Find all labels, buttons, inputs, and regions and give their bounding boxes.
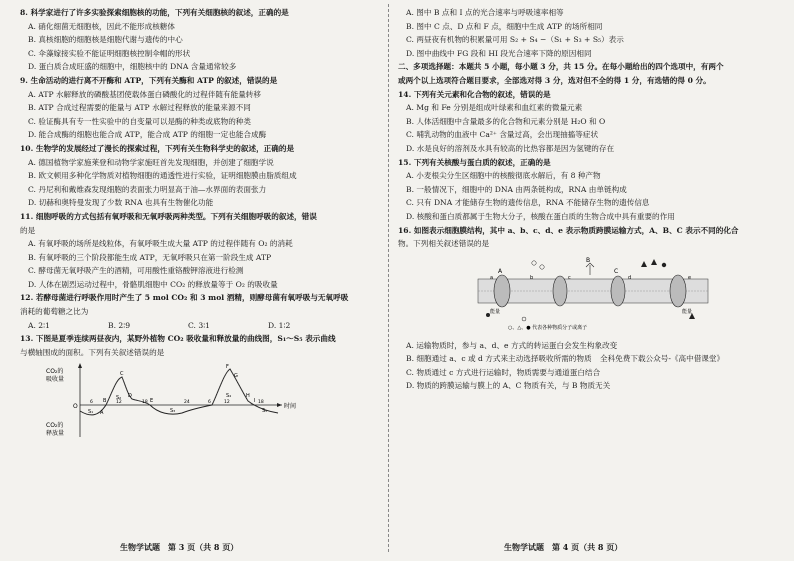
- q13-stem-cont: 与横轴围成的面积。下列有关叙述错误的是: [20, 347, 165, 357]
- page-3-footer: 生物学试题 第 3 页（共 8 页）: [120, 542, 239, 552]
- q15-option-b: B. 一般情况下，细胞中的 DNA 由两条链构成，RNA 由单链构成: [406, 184, 627, 194]
- q11-stem: 11. 细胞呼吸的方式包括有氧呼吸和无氧呼吸两种类型。下列有关细胞呼吸的叙述，错误: [20, 211, 317, 221]
- time-tick-3: 18: [142, 400, 148, 406]
- q10-option-a: A. 德国植物学家施莱登和动物学家施旺首先发现细胞，并创建了细胞学说: [28, 157, 274, 167]
- area-s3: S₃: [170, 408, 176, 415]
- page-divider: [388, 4, 389, 552]
- q12-stem-cont: 消耗的葡萄糖之比为: [20, 307, 89, 317]
- point-c: C: [120, 371, 124, 378]
- molecule-dot-icon: [662, 262, 666, 266]
- q16-option-d: D. 物质的跨膜运输与膜上的 A、C 物质有关，与 B 物质无关: [406, 381, 611, 391]
- molecule-circle-icon: [522, 317, 526, 321]
- q16-stem: 16. 如图表示细胞膜结构，其中 a、b、c、d、e 表示物质跨膜运输方式，A、B、C 表示不同的化合: [398, 225, 739, 235]
- q15-stem: 15. 下列有关核酸与蛋白质的叙述，正确的是: [398, 157, 551, 167]
- molecule-triangle-icon: [651, 259, 657, 265]
- q14-stem: 14. 下列有关元素和化合物的叙述，错误的是: [398, 89, 551, 99]
- q12-option-d: D. 1∶2: [268, 320, 291, 330]
- ylabel-top-2: 吸收量: [46, 376, 65, 384]
- origin-label: O: [73, 403, 78, 411]
- point-a: A: [100, 410, 104, 417]
- q9-option-a: A. ATP 水解释放的磷酸基团使载体蛋白磷酸化的过程伴随有能量转移: [28, 89, 261, 99]
- way-c-label: c: [568, 274, 571, 281]
- label-c-compound: C: [614, 267, 619, 275]
- membrane-legend: ○、△、● 代表各种物质分子或离子: [508, 324, 588, 331]
- q12-option-b: B. 2∶9: [108, 320, 131, 330]
- molecule-circle-icon: [532, 260, 536, 264]
- protein-c-channel: [611, 276, 625, 306]
- way-b-label: b: [530, 274, 534, 281]
- q15-option-d: D. 核酸和蛋白质都属于生物大分子，核酸在蛋白质的生物合成中具有重要的作用: [406, 211, 675, 221]
- protein-a: [494, 275, 510, 307]
- q13-option-b: B. 图中 C 点、D 点和 F 点，细胞中生成 ATP 的场所相同: [406, 21, 603, 31]
- time-tick-4: 24: [184, 400, 190, 406]
- q9-option-c: C. 验证酶具有专一性实验中的自变量可以是酶的种类或底物的种类: [28, 116, 251, 126]
- q10-stem: 10. 生物学的发展经过了漫长的探索过程，下列有关生物科学史的叙述，正确的是: [20, 143, 295, 153]
- membrane-diagram: [468, 253, 718, 333]
- q13-option-d: D. 图中曲线中 FG 段和 HI 段光合速率下降的原因相同: [406, 48, 592, 58]
- q9-option-d: D. 能合成酶的细胞也能合成 ATP，能合成 ATP 的细胞一定也能合成酶: [28, 130, 267, 140]
- q13-option-c: C. 两昼夜有机物的积累量可用 S₂ + S₄ −（S₁ + S₃ + S₅）表示: [406, 35, 624, 45]
- q10-option-c: C. 丹尼利和戴维森发现细胞的表面张力明显高于油—水界面的表面张力: [28, 184, 267, 194]
- area-s4-outline: [212, 369, 252, 405]
- q8-option-a: A. 硝化细菌无细胞核，因此不能形成核糖体: [28, 21, 175, 31]
- q15-option-a: A. 小麦根尖分生区细胞中的核酸彻底水解后，有 8 种产物: [406, 171, 601, 181]
- q16-option-b: [398, 352, 782, 366]
- q11-option-b: B. 有氧呼吸的三个阶段都能生成 ATP，无氧呼吸只在第一阶段生成 ATP: [28, 252, 272, 262]
- membrane-figure: [468, 253, 782, 337]
- protein-b-way: [553, 276, 567, 306]
- time-tick-1: 6: [90, 400, 93, 406]
- label-b-compound: B: [586, 256, 591, 264]
- area-s5: S₅: [262, 408, 268, 415]
- q12-options: [20, 319, 378, 333]
- point-f: F: [226, 364, 229, 371]
- area-s1: S₁: [88, 409, 94, 416]
- xlabel: 时间: [284, 403, 297, 411]
- q16-option-a: A. 运输物质时，参与 a、d、e 方式的转运蛋白会发生构象改变: [406, 340, 618, 350]
- protein-e: [670, 275, 686, 307]
- co2-curve-figure: [20, 361, 378, 445]
- q8-option-b: B. 真核细胞的细胞核是细胞代谢与遗传的中心: [28, 35, 183, 45]
- glycoprotein-b: [586, 263, 594, 275]
- q16-option-c: C. 物质通过 c 方式进行运输时，物质需要与通道蛋白结合: [406, 367, 601, 377]
- q15-option-c: C. 只有 DNA 才能储存生物的遗传信息，RNA 不能储存生物的遗传信息: [406, 198, 650, 208]
- q12-stem: 12. 若酵母菌进行呼吸作用时产生了 5 mol CO₂ 和 3 mol 酒精，则酵母菌有氧呼吸与无氧呼吸: [20, 293, 349, 303]
- molecule-circle-icon: [540, 264, 544, 268]
- q8-stem: 8. 科学家进行了许多实验探索细胞核的功能，下列有关细胞核的叙述，正确的是: [20, 8, 289, 17]
- q13-stem: 13. 下图是夏季连续两昼夜内，某野外植物 CO₂ 吸收量和释放量的曲线图，S₁～S₅ 表示曲线: [20, 334, 336, 344]
- y-axis-arrow-icon: [78, 363, 82, 368]
- ylabel-top-1: CO₂的: [46, 368, 64, 376]
- watermark-text: 全科免费下载公众号-《高中借课堂》: [600, 354, 725, 364]
- area-s2: S₂: [116, 395, 122, 402]
- x-axis-arrow-icon: [277, 403, 282, 407]
- q9-stem: 9. 生命活动的进行离不开酶和 ATP，下列有关酶和 ATP 的叙述，错误的是: [20, 75, 278, 85]
- q14-option-b: B. 人体活细胞中含量最多的化合物和元素分别是 H₂O 和 O: [406, 116, 606, 126]
- point-h: H: [246, 393, 250, 400]
- q11-option-d: D. 人体在剧烈运动过程中，骨骼肌细胞中 CO₂ 的释放量等于 O₂ 的吸收量: [28, 279, 278, 289]
- way-d-label: d: [628, 274, 632, 281]
- time-tick-2: 12: [116, 400, 122, 406]
- section-2-heading: 二、多项选择题：本题共 5 小题，每小题 3 分，共 15 分。在每小题给出的四个选项中，有两个: [398, 62, 724, 72]
- q10-option-b: B. 欧文顿用多种化学物质对植物细胞的通透性进行实验，证明细胞膜由脂质组成: [28, 171, 297, 181]
- time-tick-7: 18: [258, 400, 264, 406]
- q11-option-a: A. 有氧呼吸的场所是线粒体，有氧呼吸生成大量 ATP 的过程伴随有 O₂ 的消耗: [28, 239, 293, 249]
- q14-option-a: A. Mg 和 Fe 分别是组成叶绿素和血红素的微量元素: [406, 103, 583, 113]
- way-a-label: a: [490, 274, 494, 281]
- q14-option-c: C. 哺乳动物的血液中 Ca²⁺ 含量过高，会出现抽搐等症状: [406, 130, 599, 140]
- section-2-heading-cont: 或两个以上选项符合题目要求，全部选对得 3 分，选对但不全的得 1 分，有选错的得 0 分。: [398, 75, 711, 85]
- point-g: G: [234, 373, 238, 380]
- page-3: [0, 0, 384, 561]
- co2-curve: [80, 369, 278, 415]
- q13-option-a: A. 图中 B 点和 I 点的光合速率与呼吸速率相等: [406, 8, 564, 17]
- q14-option-d: D. 水是良好的溶剂及水具有较高的比热容都是因为氢键的存在: [406, 143, 615, 153]
- point-d: D: [128, 393, 132, 400]
- q11-stem-cont: 的是: [20, 225, 36, 235]
- way-e-label: e: [688, 274, 692, 281]
- q11-option-c: C. 酵母菌无氧呼吸产生的酒精，可用酸性重铬酸钾溶液进行检测: [28, 266, 244, 276]
- energy-label-1: 能量: [490, 308, 501, 315]
- ylabel-bottom-2: 释放量: [46, 430, 65, 438]
- page-4-footer: 生物学试题 第 4 页（共 8 页）: [504, 542, 623, 552]
- point-i: I: [254, 398, 256, 405]
- q12-option-c: C. 3∶1: [188, 320, 211, 330]
- time-tick-5: 6: [208, 400, 211, 406]
- point-e: E: [150, 398, 154, 405]
- molecule-triangle-icon: [641, 261, 647, 267]
- q12-option-a: A. 2∶1: [28, 320, 50, 330]
- q8-option-c: C. 伞藻嫁接实验不能证明细胞核控制伞帽的形状: [28, 48, 191, 58]
- q8-option-d: D. 蛋白质合成旺盛的细胞中，细胞核中的 DNA 含量通常较多: [28, 62, 237, 72]
- area-s4: S₄: [226, 393, 232, 400]
- page-4: [394, 0, 794, 561]
- time-tick-6: 12: [224, 400, 230, 406]
- point-b: B: [103, 398, 107, 405]
- q16-stem-cont: 物。下列相关叙述错误的是: [398, 239, 490, 249]
- label-a-compound: A: [498, 267, 503, 275]
- energy-label-2: 能量: [682, 308, 693, 315]
- ylabel-bottom-1: CO₂的: [46, 422, 64, 430]
- q10-option-d: D. 切赫和奥特曼发现了少数 RNA 也具有生物催化功能: [28, 198, 214, 208]
- co2-curve-graph: [20, 361, 320, 441]
- q9-option-b: B. ATP 合成过程需要的能量与 ATP 水解过程释放的能量来源不同: [28, 103, 251, 113]
- q16-option-b-text: B. 细胞通过 a、c 或 d 方式来主动选择吸收所需的物质: [406, 354, 592, 364]
